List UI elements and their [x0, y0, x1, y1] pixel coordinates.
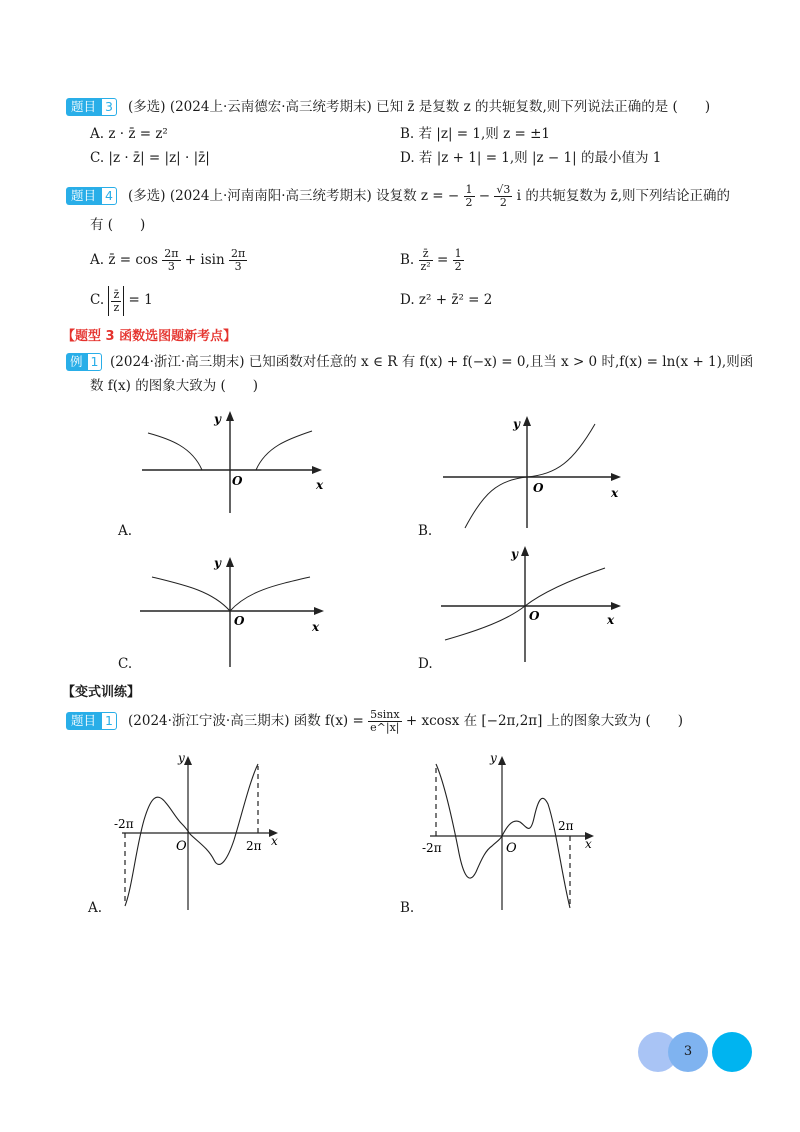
- page-circle-decoration: [712, 1032, 752, 1072]
- y-arrow-icon: [184, 756, 192, 765]
- graph-a: [130, 405, 330, 515]
- example-tag-number: 1: [87, 353, 103, 371]
- fraction: [229, 248, 247, 273]
- denominator: z: [113, 300, 120, 314]
- x-arrow-icon: [314, 607, 324, 615]
- curve: [465, 424, 595, 528]
- curve: [152, 577, 230, 611]
- y-label: y: [490, 751, 497, 765]
- choice-b-label: B.: [418, 523, 433, 539]
- numerator: 1: [465, 183, 473, 196]
- option-c: C. |z · z̄| = |z| · |z̄|: [90, 150, 210, 166]
- y-arrow-icon: [226, 557, 234, 567]
- variant-choice-b-label: B.: [400, 900, 415, 916]
- denominator: 2: [465, 196, 473, 209]
- option-b: [400, 245, 464, 275]
- section-title: 【题型 3 函数选图题新考点】: [62, 329, 237, 344]
- origin-label: O: [232, 474, 243, 488]
- y-label: y: [214, 412, 221, 426]
- numerator: 1: [454, 247, 462, 260]
- tick-neg-label: -2π: [114, 817, 134, 831]
- denominator: z²: [420, 260, 431, 273]
- fraction: [494, 184, 512, 209]
- stem-part: i 的共轭复数为 z̄,则下列结论正确的: [516, 188, 731, 204]
- question-tag-number: 1: [101, 712, 117, 730]
- question-tag-number: 4: [101, 187, 117, 205]
- question-tag-label: 题目: [66, 712, 101, 730]
- option-text: =: [437, 252, 449, 268]
- denominator: 3: [234, 260, 242, 273]
- question-tag-number: 3: [101, 98, 117, 116]
- curve: [230, 577, 310, 611]
- question-stem-line2: 数 f(x) 的图象大致为 ( ): [90, 378, 259, 394]
- fraction: [111, 289, 121, 314]
- denominator: e^|x|: [370, 721, 400, 734]
- stem-part: (多选) (2024上·河南南阳·高三统考期末) 设复数 z = −: [128, 188, 460, 204]
- choice-c-label: C.: [118, 656, 133, 672]
- absolute-value: [108, 286, 124, 316]
- option-text: C.: [90, 292, 105, 308]
- fraction: [368, 709, 401, 734]
- choice-d-label: D.: [418, 656, 433, 672]
- y-arrow-icon: [521, 546, 529, 556]
- option-a: A. z · z̄ = z²: [90, 126, 168, 142]
- tick-neg-label: -2π: [422, 841, 442, 855]
- variant-graph-a: [100, 748, 290, 913]
- graph-c: [130, 555, 330, 670]
- numerator: 5sinx: [370, 708, 400, 721]
- question-stem: [128, 704, 683, 738]
- graph-b: [435, 410, 630, 530]
- section-title: 【变式训练】: [62, 685, 141, 700]
- variant-choice-a-label: A.: [88, 900, 103, 916]
- question-tag-3: [66, 97, 117, 117]
- denominator: 2: [454, 260, 462, 273]
- option-d: D. z² + z̄² = 2: [400, 292, 493, 308]
- option-text: = 1: [128, 292, 153, 308]
- tick-pos-label: 2π: [558, 819, 574, 833]
- x-arrow-icon: [611, 602, 621, 610]
- option-d: D. 若 |z + 1| = 1,则 |z − 1| 的最小值为 1: [400, 150, 662, 166]
- x-label: x: [585, 837, 592, 851]
- x-arrow-icon: [312, 466, 322, 474]
- x-label: x: [316, 478, 324, 492]
- variant-graph-b: [420, 748, 610, 913]
- fraction: [453, 248, 464, 273]
- stem-part: + xcosx 在 [−2π,2π] 上的图象大致为 ( ): [405, 713, 684, 729]
- y-label: y: [178, 751, 185, 765]
- option-text: A. z̄ = cos: [90, 252, 158, 268]
- question-stem: (多选) (2024上·云南德宏·高三统考期末) 已知 z̄ 是复数 z 的共轭复数,则下列说法正确的是 ( ): [128, 99, 711, 115]
- option-b: B. 若 |z| = 1,则 z = ±1: [400, 126, 550, 142]
- fraction: [464, 184, 475, 209]
- origin-label: O: [533, 481, 544, 495]
- example-tag-1: [66, 352, 102, 372]
- curve: [148, 433, 202, 470]
- origin-label: O: [529, 609, 540, 623]
- option-text: + isin: [184, 252, 225, 268]
- page-number: 3: [683, 1044, 693, 1059]
- tick-pos-label: 2π: [246, 839, 262, 853]
- question-stem: [128, 181, 730, 211]
- numerator: z̄: [113, 287, 120, 301]
- numerator: 2π: [164, 247, 179, 260]
- y-label: y: [513, 417, 520, 431]
- question-tag-label: 题目: [66, 187, 101, 205]
- stem-part: (2024·浙江宁波·高三期末) 函数 f(x) =: [128, 713, 364, 729]
- x-label: x: [611, 486, 619, 500]
- fraction: [419, 248, 433, 273]
- numerator: √3: [496, 183, 511, 196]
- option-a: [90, 245, 247, 275]
- denominator: 3: [167, 260, 175, 273]
- question-stem: (2024·浙江·高三期末) 已知函数对任意的 x ∈ R 有 f(x) + f(−x) = 0,且当 x > 0 时,f(x) = ln(x + 1),则函: [110, 354, 754, 370]
- question-stem-line2: 有 ( ): [90, 217, 146, 233]
- stem-part: −: [478, 188, 491, 204]
- y-arrow-icon: [523, 416, 531, 426]
- y-label: y: [511, 547, 518, 561]
- example-tag-label: 例: [66, 353, 87, 371]
- x-arrow-icon: [611, 473, 621, 481]
- y-label: y: [214, 556, 221, 570]
- denominator: 2: [499, 196, 507, 209]
- question-tag-v1: [66, 711, 117, 731]
- curve: [125, 764, 258, 906]
- x-label: x: [607, 613, 615, 627]
- y-arrow-icon: [226, 411, 234, 421]
- x-label: x: [312, 620, 320, 634]
- choice-a-label: A.: [118, 523, 133, 539]
- option-text: B.: [400, 252, 415, 268]
- curve: [256, 431, 312, 470]
- x-label: x: [271, 834, 278, 848]
- origin-label: O: [234, 614, 245, 628]
- origin-label: O: [506, 841, 517, 856]
- question-tag-label: 题目: [66, 98, 101, 116]
- numerator: 2π: [230, 247, 246, 260]
- option-c: [90, 285, 153, 316]
- numerator: z̄: [419, 248, 433, 261]
- origin-label: O: [176, 839, 187, 854]
- fraction: [162, 248, 180, 273]
- graph-d: [435, 540, 630, 665]
- question-tag-4: [66, 186, 117, 206]
- y-arrow-icon: [498, 756, 506, 765]
